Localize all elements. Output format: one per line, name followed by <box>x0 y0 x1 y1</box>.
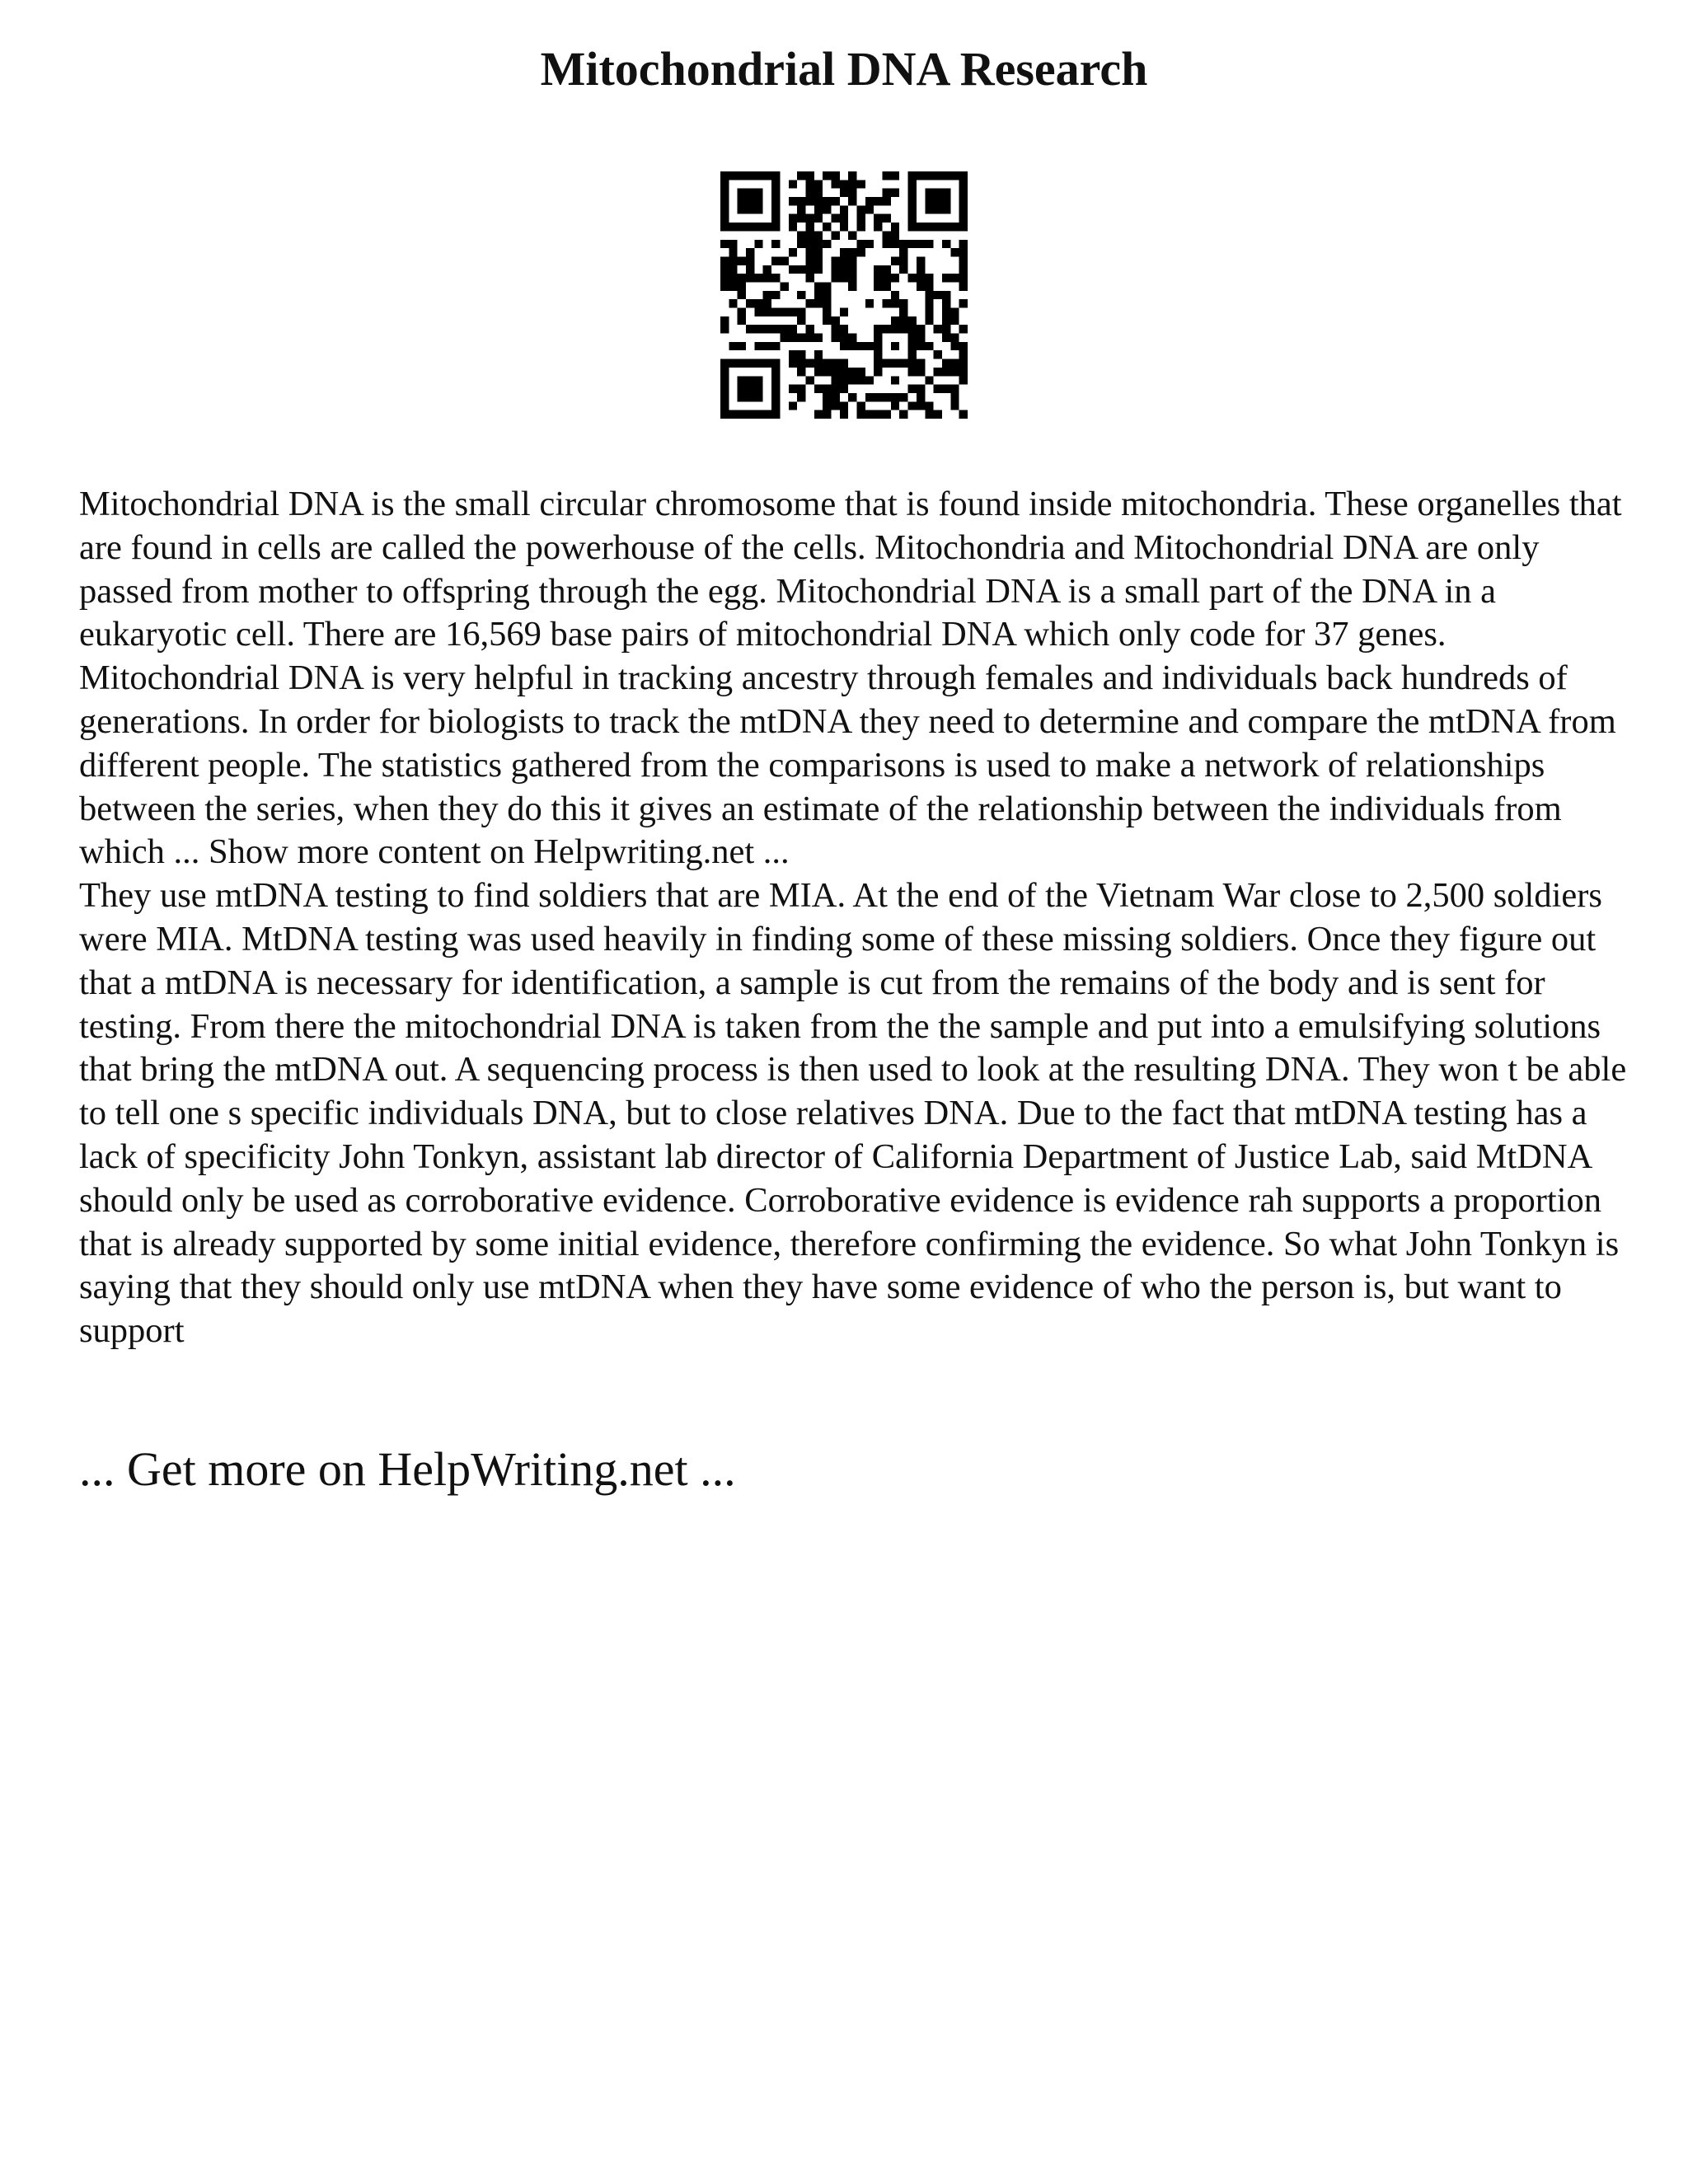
get-more-link[interactable]: ... Get more on HelpWriting.net ... <box>79 1442 736 1496</box>
paragraph-testing: They use mtDNA testing to find soldiers that are MIA. At the end of the Vietnam War close to 2,500 soldiers were MIA. MtDNA testing was used heavily in finding some of these missing soldiers. Once they figure out that a mtDNA is necessary for identification, a sample is cut from the remains of the body and is sent for testing. From there the mitochondrial DNA is taken from the the sample and put into a emulsifying solutions that bring the mtDNA out. A sequencing process is then used to look at the resulting DNA. They won t be able to tell one s specific individuals DNA, but to close relatives DNA. Due to the fact that mtDNA testing has a lack of specificity John Tonkyn, assistant lab director of California Department of Justice Lab, said MtDNA should only be used as corroborative evidence. Corroborative evidence is evidence rah supports a proportion that is already supported by some initial evidence, therefore confirming the evidence. So what John Tonkyn is saying that they should only use mtDNA when they have some evidence of who the person is, but want to support <box>79 876 1627 1351</box>
paragraph-intro: Mitochondrial DNA is the small circular chromosome that is found inside mitochondria. These organelles that are found in cells are called the powerhouse of the cells. Mitochondria and Mitochondrial DNA are only passed from mother to offspring through the egg. Mitochondrial DNA is a small part of the DNA in a eukaryotic cell. There are 16,569 base pairs of mitochondrial DNA which only code for 37 genes. Mitochondrial DNA is very helpful in tracking ancestry through females and individuals back hundreds of generations. In order for biologists to track the mtDNA they need to determine and compare the mtDNA from different people. The statistics gathered from the comparisons is used to make a network of relationships between the series, when they do this it gives an estimate of the relationship between the individuals from which ... Show more content on Helpwriting.net ... <box>79 485 1622 872</box>
page-title: Mitochondrial DNA Research <box>540 42 1148 96</box>
qr-code-icon <box>720 171 968 419</box>
article-body <box>79 483 1629 1353</box>
